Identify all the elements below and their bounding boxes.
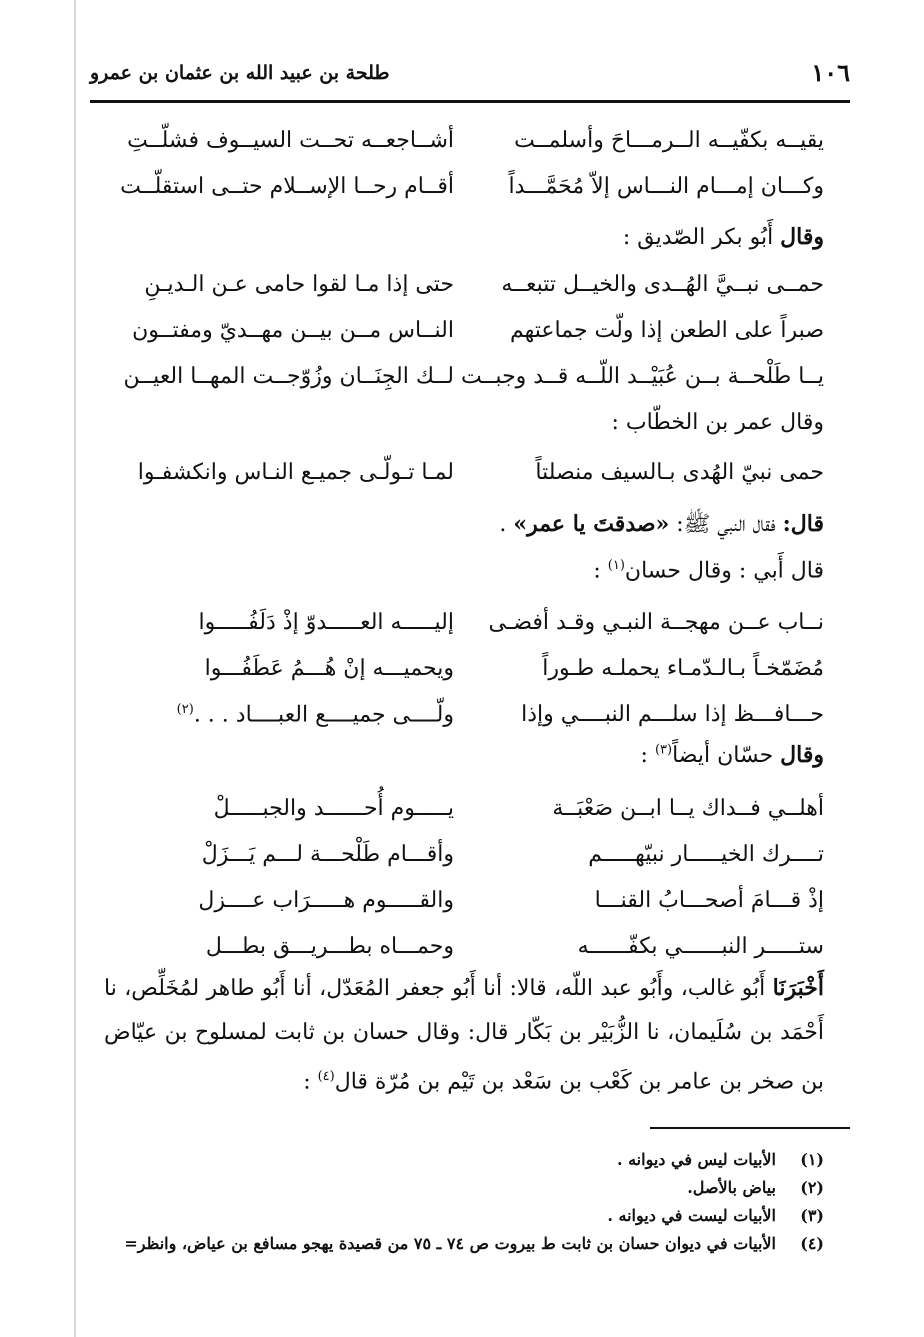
hemistich-right: يقيــه بكفّيــه الــرمـــاحَ وأسلمــت — [514, 128, 824, 153]
hemistich-right: ستـــــر النبــــــي بكفّــــــه — [577, 934, 824, 959]
hemistich-left: لــك الجِنَــان وزُوّجــت المهــا العيــن — [123, 364, 454, 389]
hemistich-right: يــا طَلْحــة بــن عُبَيْــد اللّــه قــد وجبــت — [460, 364, 824, 389]
qala-end: . — [499, 512, 514, 537]
qala-keyword: قال: — [782, 511, 824, 537]
hemistich-right: نــاب عــن مهجــة النبـي وقـد أفضـى — [488, 610, 824, 635]
hemistich-left — [124, 702, 454, 727]
running-title: طلحة بن عبيد الله بن عثمان بن عمرو — [90, 62, 390, 84]
quoted-saying: «صدقتَ يا عمر» — [513, 511, 670, 537]
prose-keyword: أَخْبَرَنَا — [772, 975, 824, 1001]
footnotes — [74, 1150, 824, 1262]
prose-end: : — [303, 1069, 318, 1095]
footnote — [74, 1178, 824, 1206]
hemistich-left: يـــــوم أُحــــــد والجبـــــلْ — [213, 796, 454, 821]
footnote — [74, 1234, 824, 1262]
footnote — [74, 1150, 824, 1178]
footnote-number: (٤) — [800, 1234, 824, 1253]
footnote-text: بياض بالأصل. — [687, 1178, 776, 1197]
poem-couplet — [124, 272, 824, 318]
hemistich-left: حتى إذا مـا لقوا حامى عـن الـديـنِ — [144, 272, 454, 297]
intro-text: قال أَبي : وقال حسان — [624, 558, 824, 584]
intro-end: : — [593, 558, 608, 584]
poem-section-4 — [124, 610, 824, 748]
intro-text: وقال عمر بن الخطّاب : — [611, 410, 824, 435]
prophet-saying — [499, 510, 824, 542]
hemistich-text: ولّــــى جميــــع العبــــاد . . . — [193, 702, 454, 728]
hemistich-left: وحمـــاه بطـــريـــق بطـــل — [205, 934, 454, 959]
intro-text: أَبُو بكر الصّديق : — [622, 225, 781, 250]
footnote-number: (١) — [800, 1150, 824, 1169]
poem-intro — [623, 224, 824, 250]
hemistich-right: وكـــان إمـــام النـــاس إلاّ مُحَمَّـــداً — [508, 174, 824, 199]
poem-section-1 — [120, 128, 824, 220]
prose-text: أَبُو غالب، وأَبُو عبد اللّه، قالا: أنا أَبُو جعفر المُعَدّل، أنا أَبُو طاهر لمُخَلِّص، نا أَحْمَد بن سُلَيمان، نا الزُّبَيْر بن بَكّار قال: وقال حسان بن ثابت لمسلوح بن عيّاض بن صخر بن عامر بن كَعْب بن سَعْد بن تَيْم بن مُرّة قال — [104, 976, 824, 1095]
intro-keyword: وقال — [780, 742, 824, 768]
footnote-number: (٢) — [800, 1178, 824, 1197]
footnote-text: الأبيات في ديوان حسان بن ثابت ط بيروت ص ٧٤ ـ ٧٥ من قصيدة يهجو مسافع بن عياض، وانظر= — [124, 1234, 776, 1253]
hemistich-left: والقـــــوم هـــــرَاب عــــزل — [198, 888, 454, 913]
hemistich-right: صبراً على الطعن إذا ولّت جماعتهم — [509, 318, 824, 343]
hemistich-left: وأقـــام طَلْحـــة لـــم يَـــزَلْ — [201, 842, 454, 867]
poem-couplet — [124, 796, 824, 842]
hemistich-left: إليـــــه العـــــدوّ إذْ دَلَفُـــــوا — [198, 610, 454, 635]
poem-couplet — [124, 656, 824, 702]
hemistich-right: أهلــي فــداك يــا ابــن صَعْبَــة — [552, 796, 824, 821]
binding-margin-line — [74, 0, 76, 1337]
poem-section-5 — [124, 796, 824, 980]
hemistich-right: حمــى نبــيَّ الهُــدى والخيــل تتبعــه — [501, 272, 824, 297]
hemistich-left: أشــاجعــه تحــت السيــوف فشلّــتِ — [127, 128, 454, 153]
poem-couplet — [124, 610, 824, 656]
footnote-number: (٣) — [800, 1206, 824, 1225]
isnad-paragraph — [104, 966, 824, 1104]
poem-section-2 — [124, 272, 824, 410]
poem-couplet — [120, 174, 824, 220]
qala-text: فقال النبي ﷺ: — [669, 512, 783, 537]
page-header — [90, 58, 850, 98]
poem-couplet — [124, 318, 824, 364]
hemistich-right: حـــافـــظ إذا سلـــم النبــــي وإذا — [521, 702, 824, 727]
page-number: ١٠٦ — [811, 58, 850, 87]
poem-couplet — [124, 364, 824, 410]
poem-section-3 — [124, 460, 824, 506]
footnote-ref: (١) — [607, 558, 625, 573]
poem-intro — [593, 558, 824, 583]
hemistich-right: إذْ قـــامَ أصحـــابُ القنـــا — [594, 888, 824, 913]
hemistich-right: حمى نبيّ الهُدى بـالسيف منصلتاً — [535, 460, 824, 485]
footnote-text: الأبيات ليست في ديوانه . — [607, 1206, 776, 1225]
intro-end: : — [640, 743, 655, 768]
intro-text: حسّان أيضاً — [672, 743, 781, 768]
hemistich-left: ويحميـــه إنْ هُـــمُ عَطَفُـــوا — [204, 656, 454, 681]
hemistich-right: تــــرك الخيـــــار نبيّهـــــم — [588, 842, 824, 867]
hemistich-left: أقــام رحــا الإســلام حتــى استقلّــت — [120, 174, 454, 199]
hemistich-left: لمـا تـولّـى جميـع النـاس وانكشفـوا — [137, 460, 454, 485]
intro-keyword: وقال — [780, 224, 824, 250]
poem-intro — [641, 742, 824, 768]
poem-intro — [611, 410, 824, 435]
footnote-ref: (٤) — [317, 1069, 335, 1084]
footnote-rule — [650, 1127, 850, 1129]
hemistich-left: النــاس مــن بيــن مهــديّ ومفتــون — [132, 318, 454, 343]
poem-couplet — [124, 888, 824, 934]
hemistich-right: مُضَمّخـاً بـالـدّمـاء يحملـه طـوراً — [542, 656, 824, 681]
footnote-text: الأبيات ليس في ديوانه . — [616, 1150, 776, 1169]
poem-couplet — [124, 128, 824, 174]
poem-couplet — [124, 460, 824, 506]
footnote-ref: (٢) — [176, 702, 194, 717]
footnote-ref: (٣) — [654, 742, 673, 758]
poem-couplet — [124, 842, 824, 888]
header-rule — [90, 100, 850, 103]
footnote — [74, 1206, 824, 1234]
